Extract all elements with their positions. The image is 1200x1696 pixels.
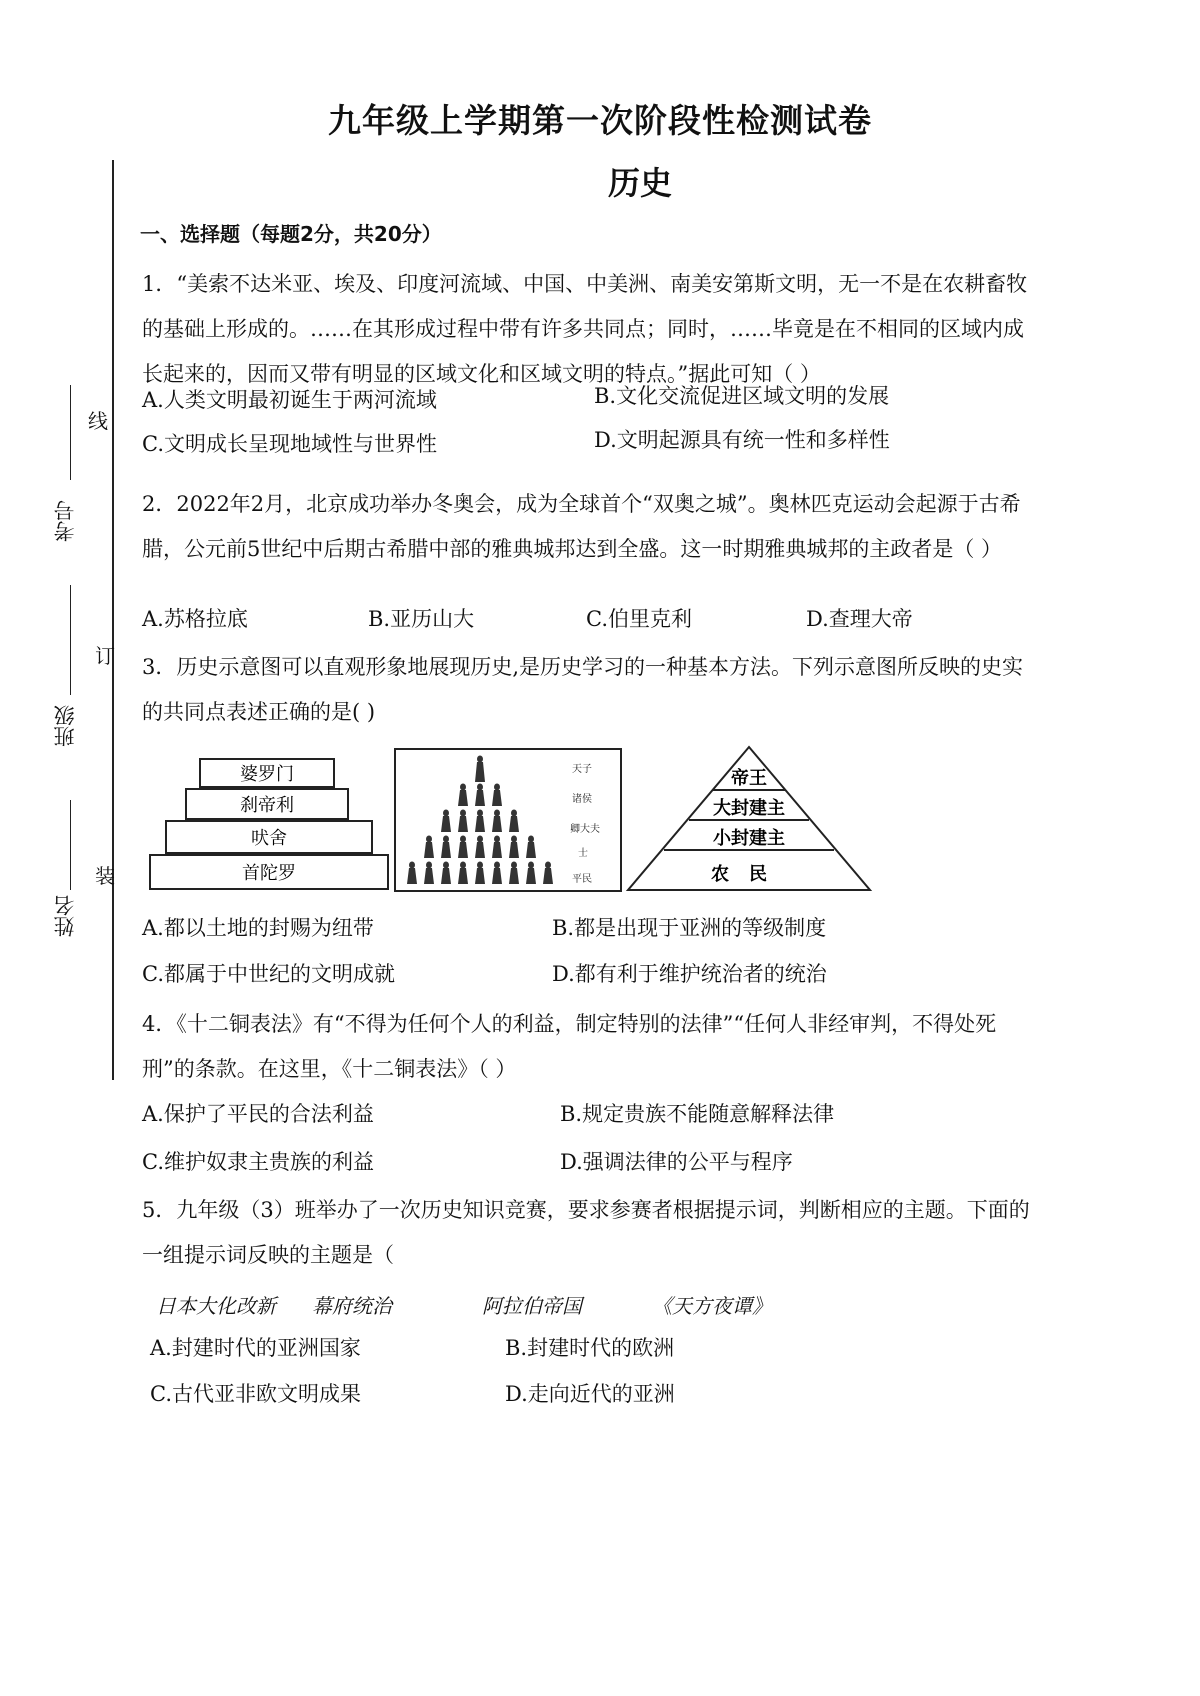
q1-option-b[interactable]: B.文化交流促进区域文明的发展 xyxy=(594,384,890,408)
binding-mark-zhuang: 装 xyxy=(95,864,115,888)
q2-option-b[interactable]: B.亚历山大 xyxy=(368,607,475,631)
q1-option-a[interactable]: A.人类文明最初诞生于两河流域 xyxy=(142,388,437,412)
q5-option-d[interactable]: D.走向近代的亚洲 xyxy=(505,1382,675,1406)
q2-option-a[interactable]: A.苏格拉底 xyxy=(142,607,248,631)
q4-option-c[interactable]: C.维护奴隶主贵族的利益 xyxy=(142,1150,374,1174)
question-4 xyxy=(142,1002,1152,1092)
question-1-line: 的基础上形成的。……在其形成过程中带有许多共同点；同时，……毕竟是在不相同的区域内成 xyxy=(142,317,1024,341)
binding-mark-xian: 线 xyxy=(88,409,108,433)
question-5 xyxy=(142,1188,1152,1278)
q4-option-a[interactable]: A.保护了平民的合法利益 xyxy=(142,1102,374,1126)
exam-number-blank xyxy=(70,385,71,480)
varna-label: 首陀罗 xyxy=(242,863,296,884)
feudal-label: 大封建主 xyxy=(713,798,785,819)
zhou-rank-label: 诸侯 xyxy=(572,794,592,805)
q4-option-b[interactable]: B.规定贵族不能随意解释法律 xyxy=(560,1102,835,1126)
varna-label: 婆罗门 xyxy=(240,764,294,785)
question-1-line: 1．“美索不达米亚、埃及、印度河流域、中国、中美洲、南美安第斯文明，无一不是在农耕畜牧 xyxy=(142,272,1028,296)
question-3-line: 的共同点表述正确的是( ) xyxy=(142,700,376,724)
class-blank xyxy=(70,585,71,695)
question-3-line: 3．历史示意图可以直观形象地展现历史,是历史学习的一种基本方法。下列示意图所反映的史实 xyxy=(142,655,1024,679)
q3-option-d[interactable]: D.都有利于维护统治者的统治 xyxy=(552,962,827,986)
zhou-enfeoffment-diagram xyxy=(394,748,624,894)
exam-title: 九年级上学期第一次阶段性检测试卷 xyxy=(328,101,872,140)
q5-option-c[interactable]: C.古代亚非欧文明成果 xyxy=(150,1382,361,1406)
zhou-rank-label: 天子 xyxy=(572,764,592,775)
varna-label: 刹帝利 xyxy=(240,795,294,816)
q3-option-b[interactable]: B.都是出现于亚洲的等级制度 xyxy=(552,916,827,940)
feudal-label: 帝王 xyxy=(731,768,767,789)
question-5-line: 5．九年级（3）班举办了一次历史知识竞赛，要求参赛者根据提示词，判断相应的主题。下面的 xyxy=(142,1198,1030,1222)
q5-option-a[interactable]: A.封建时代的亚洲国家 xyxy=(150,1336,361,1360)
q3-option-a[interactable]: A.都以土地的封赐为纽带 xyxy=(142,916,374,940)
q1-option-c[interactable]: C.文明成长呈现地域性与世界性 xyxy=(142,432,437,456)
question-4-line: 4．《十二铜表法》有“不得为任何个人的利益，制定特别的法律”“任何人非经审判，不得处死 xyxy=(142,1012,997,1036)
question-2-line: 腊，公元前5世纪中后期古希腊中部的雅典城邦达到全盛。这一时期雅典城邦的主政者是（ ） xyxy=(142,537,1003,561)
q4-option-d[interactable]: D.强调法律的公平与程序 xyxy=(560,1150,793,1174)
q5-keyword: 幕府统治 xyxy=(312,1294,392,1318)
q3-option-c[interactable]: C.都属于中世纪的文明成就 xyxy=(142,962,395,986)
feudal-label: 农民 xyxy=(711,864,787,885)
binding-line xyxy=(112,160,114,1080)
varna-diagram xyxy=(148,755,393,893)
name-label: 姓名 xyxy=(53,895,77,937)
q2-option-d[interactable]: D.查理大帝 xyxy=(806,607,913,631)
name-blank xyxy=(70,800,71,890)
zhou-rank-label: 卿大夫 xyxy=(570,824,600,835)
q1-option-d[interactable]: D.文明起源具有统一性和多样性 xyxy=(594,428,890,452)
section-heading: 一、选择题（每题2分，共20分） xyxy=(140,222,442,246)
question-4-line: 刑”的条款。在这里，《十二铜表法》（ ） xyxy=(142,1057,517,1081)
feudal-label: 小封建主 xyxy=(713,828,785,849)
question-1 xyxy=(142,262,1152,397)
q5-keyword: 阿拉伯帝国 xyxy=(482,1294,582,1318)
binding-mark-ding: 订 xyxy=(95,644,115,668)
question-3 xyxy=(142,645,1152,735)
question-5-line: 一组提示词反映的主题是（ xyxy=(142,1243,394,1267)
q2-option-c[interactable]: C.伯里克利 xyxy=(586,607,692,631)
question-1-line: 长起来的，因而又带有明显的区域文化和区域文明的特点。”据此可知（ ） xyxy=(142,362,821,386)
zhou-rank-label: 士 xyxy=(578,848,588,859)
feudal-hierarchy-diagram xyxy=(624,744,874,894)
exam-number-label: 考号 xyxy=(53,500,77,542)
class-label: 班级 xyxy=(53,705,77,747)
varna-label: 吠舍 xyxy=(251,828,287,849)
q5-option-b[interactable]: B.封建时代的欧洲 xyxy=(505,1336,675,1360)
q5-keyword: 日本大化改新 xyxy=(156,1294,276,1318)
question-2-line: 2．2022年2月，北京成功举办冬奥会，成为全球首个“双奥之城”。奥林匹克运动会起源于古希 xyxy=(142,492,1021,516)
subject-title: 历史 xyxy=(607,164,672,202)
q5-keyword: 《天方夜谭》 xyxy=(652,1294,772,1318)
question-2 xyxy=(142,482,1152,572)
zhou-rank-label: 平民 xyxy=(572,874,592,885)
